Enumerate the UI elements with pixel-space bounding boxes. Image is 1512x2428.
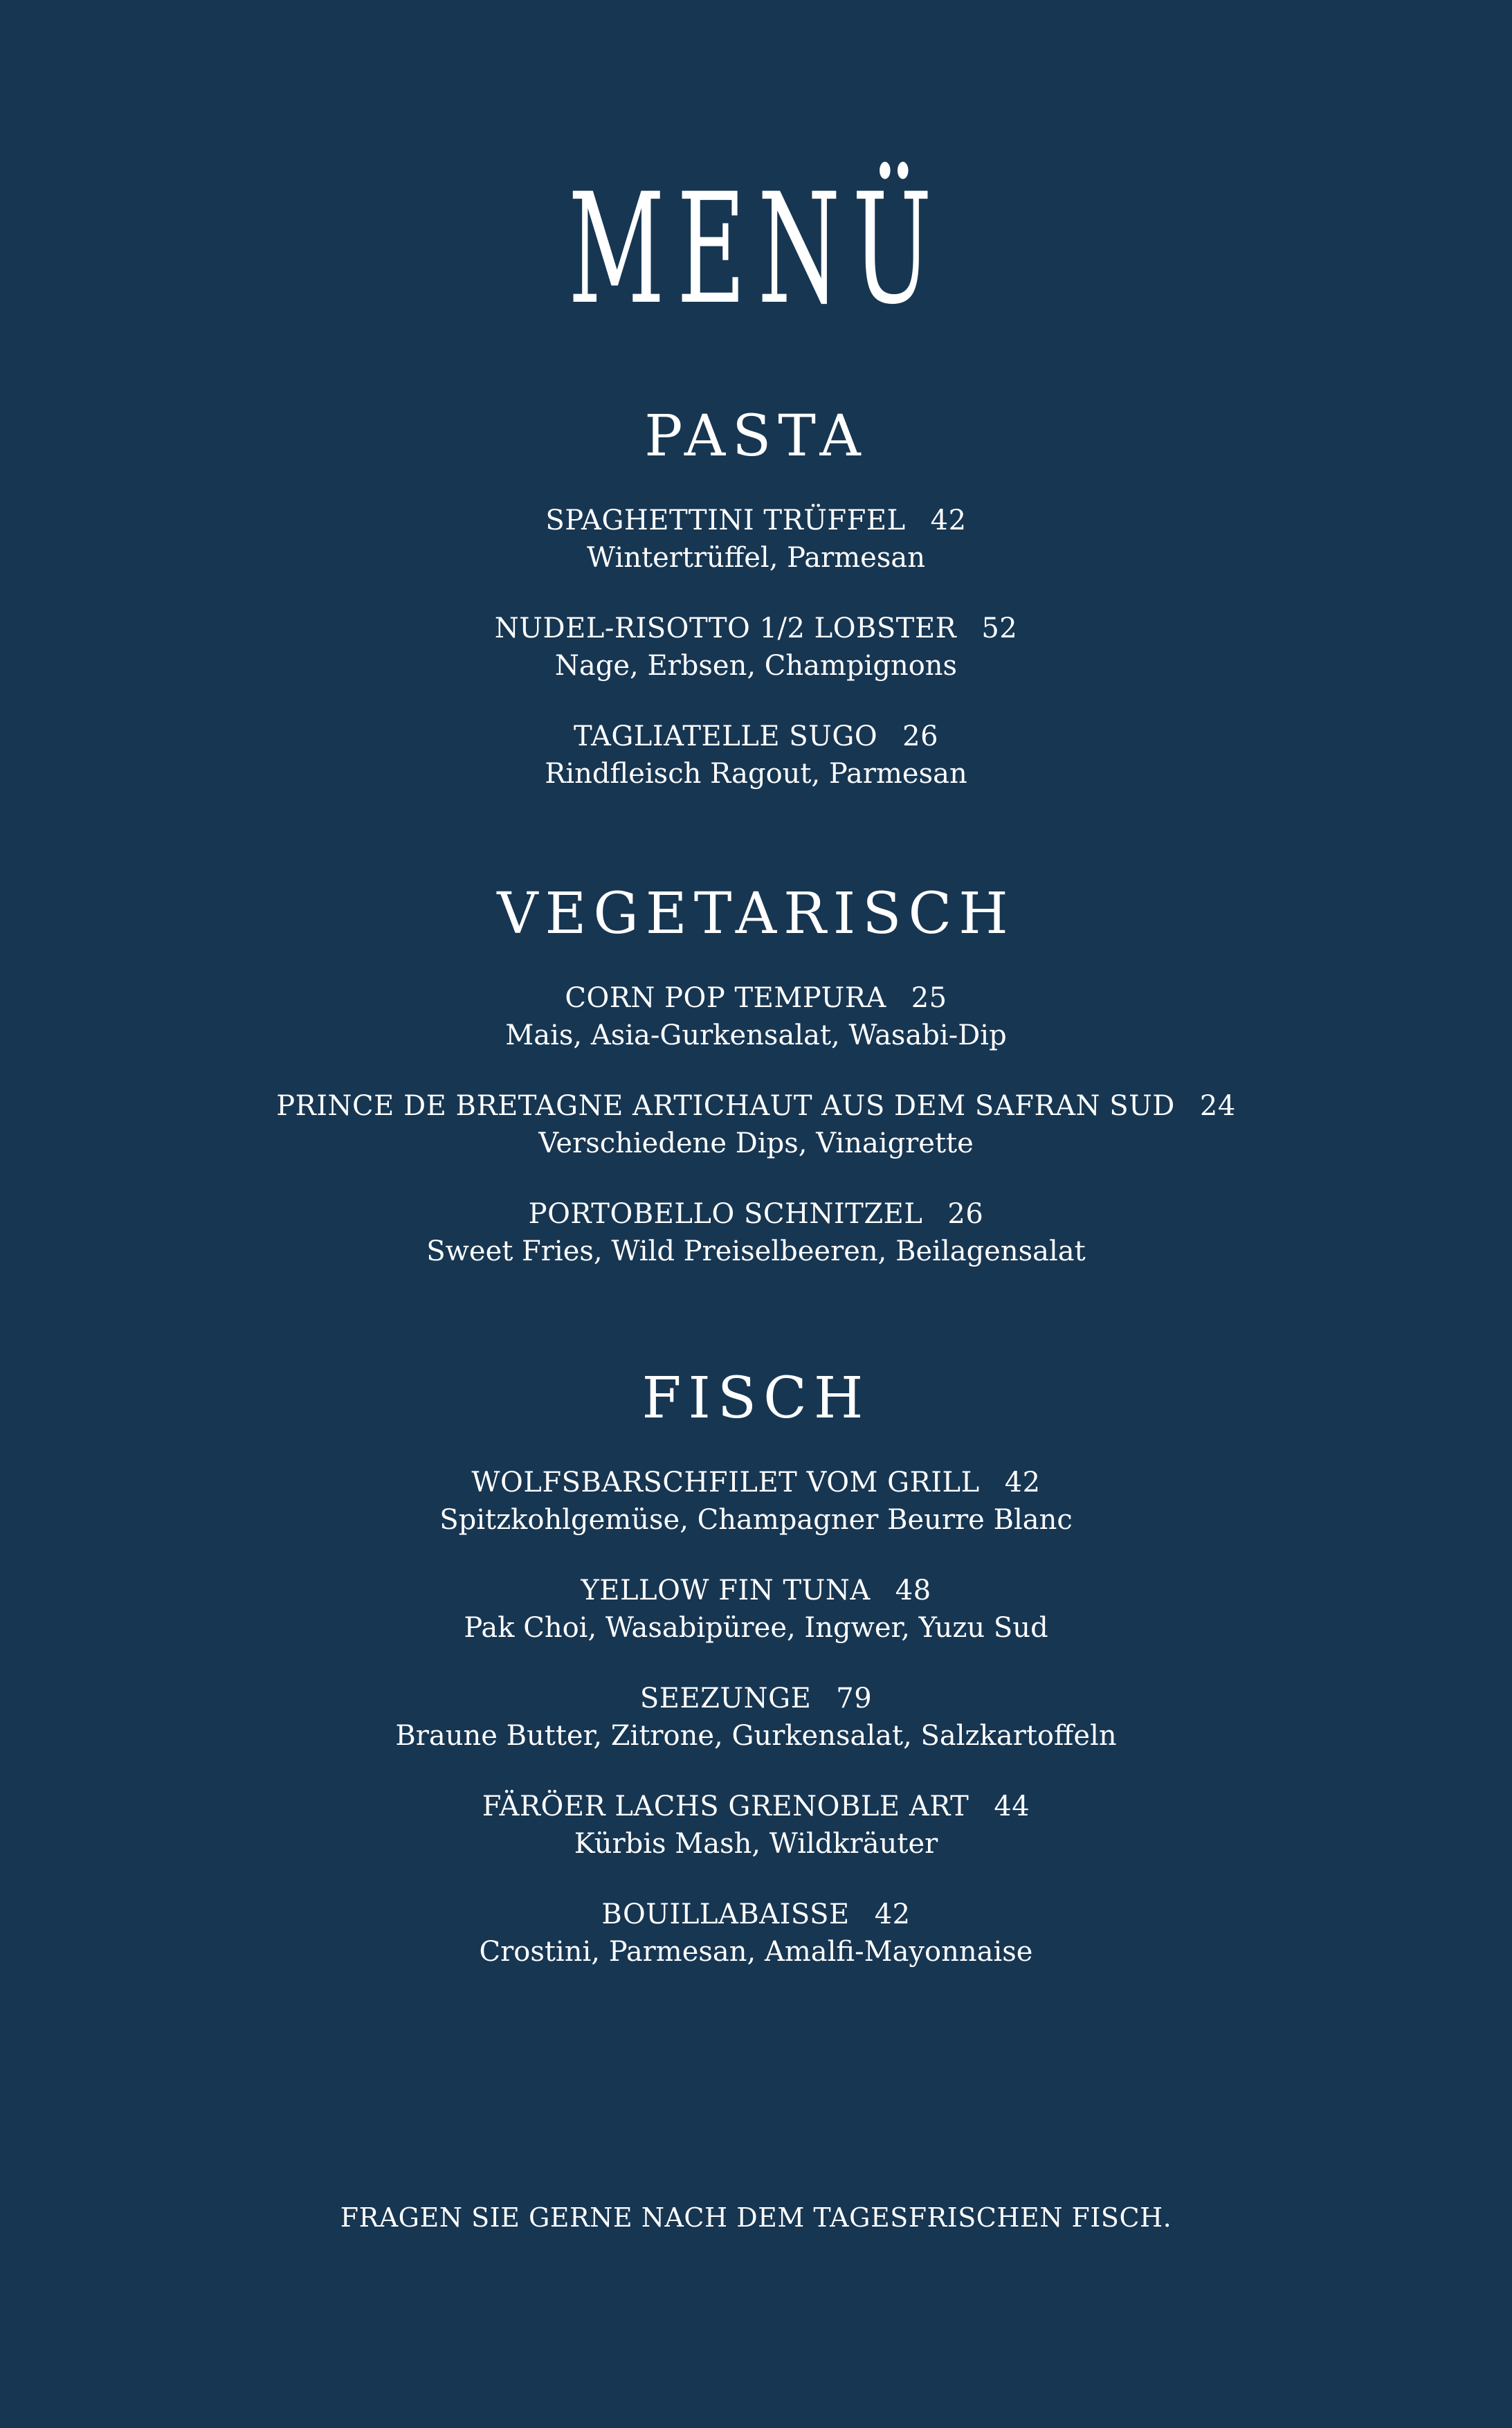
menu-item [0,718,1512,793]
menu-item-name: FÄRÖER LACHS GRENOBLE ART [482,1791,969,1822]
menu-item-name: NUDEL-RISOTTO 1/2 LOBSTER [494,613,957,644]
menu-item-price: 26 [902,721,939,752]
menu-item-description: Verschiedene Dips, Vinaigrette [538,1127,974,1159]
menu-item-name: PRINCE DE BRETAGNE ARTICHAUT AUS DEM SAFRAN SUD [276,1090,1175,1122]
menu-item-description: Kürbis Mash, Wildkräuter [574,1828,938,1860]
menu-item-price: 42 [874,1899,911,1930]
menu-item-heading [0,1788,1512,1824]
menu-item-name: YELLOW FIN TUNA [581,1575,871,1606]
menu-item [0,1896,1512,1971]
menu-item [0,1088,1512,1163]
menu-item-heading [0,1196,1512,1232]
menu-item-price: 25 [911,982,947,1014]
menu-item-name: WOLFSBARSCHFILET VOM GRILL [471,1467,980,1498]
menu-item-heading [0,610,1512,646]
menu-item-description: Crostini, Parmesan, Amalfi-Mayonnaise [479,1936,1033,1968]
menu-item-price: 26 [947,1198,984,1230]
menu-item-heading [0,1896,1512,1932]
menu-item-heading [0,1573,1512,1609]
menu-item-heading [0,718,1512,754]
menu-item-heading [0,502,1512,538]
footer-note: FRAGEN SIE GERNE NACH DEM TAGESFRISCHEN FISCH. [340,2202,1172,2233]
menu-item [0,1573,1512,1647]
section-pasta [0,404,1512,826]
menu-item-description: Braune Butter, Zitrone, Gurkensalat, Salzkartoffeln [395,1720,1117,1752]
menu-item-price: 79 [836,1683,873,1714]
menu-item [0,1196,1512,1271]
section-title: FISCH [641,1366,871,1431]
menu-item-price: 42 [930,505,967,536]
menu-item-price: 24 [1199,1090,1236,1122]
menu-item-heading [0,1680,1512,1716]
menu-item-heading [0,1088,1512,1124]
menu-item [0,1788,1512,1863]
menu-item-description: Nage, Erbsen, Champignons [554,650,958,682]
menu-item [0,980,1512,1055]
menu-item [0,610,1512,685]
menu-item [0,502,1512,577]
menu-item-description: Rindfleisch Ragout, Parmesan [545,758,967,790]
menu-item-description: Pak Choi, Wasabipüree, Ingwer, Yuzu Sud [464,1612,1048,1644]
menu-item-description: Spitzkohlgemüse, Champagner Beurre Blanc [439,1504,1073,1536]
menu-item-price: 42 [1004,1467,1041,1498]
menu-item-name: TAGLIATELLE SUGO [573,721,878,752]
menu-item-description: Wintertrüffel, Parmesan [587,542,925,574]
menu-item [0,1465,1512,1539]
menu-item-price: 44 [994,1791,1030,1822]
menu-item-name: CORN POP TEMPURA [565,982,886,1014]
menu-title: MENÜ [568,161,944,338]
section-vegetarisch [0,881,1512,1304]
menu-item-name: PORTOBELLO SCHNITZEL [528,1198,923,1230]
menu-item-description: Sweet Fries, Wild Preiselbeeren, Beilagensalat [426,1235,1086,1267]
menu-item-description: Mais, Asia-Gurkensalat, Wasabi-Dip [505,1020,1007,1051]
menu-item-name: SPAGHETTINI TRÜFFEL [545,505,906,536]
menu-item-heading [0,1465,1512,1501]
section-fisch [0,1366,1512,2004]
menu-item-heading [0,980,1512,1016]
menu-item-price: 52 [981,613,1018,644]
section-title: VEGETARISCH [497,881,1015,947]
menu-item-name: BOUILLABAISSE [601,1899,850,1930]
menu-item [0,1680,1512,1755]
menu-item-name: SEEZUNGE [639,1683,812,1714]
section-title: PASTA [644,404,868,469]
menu-item-price: 48 [895,1575,931,1606]
